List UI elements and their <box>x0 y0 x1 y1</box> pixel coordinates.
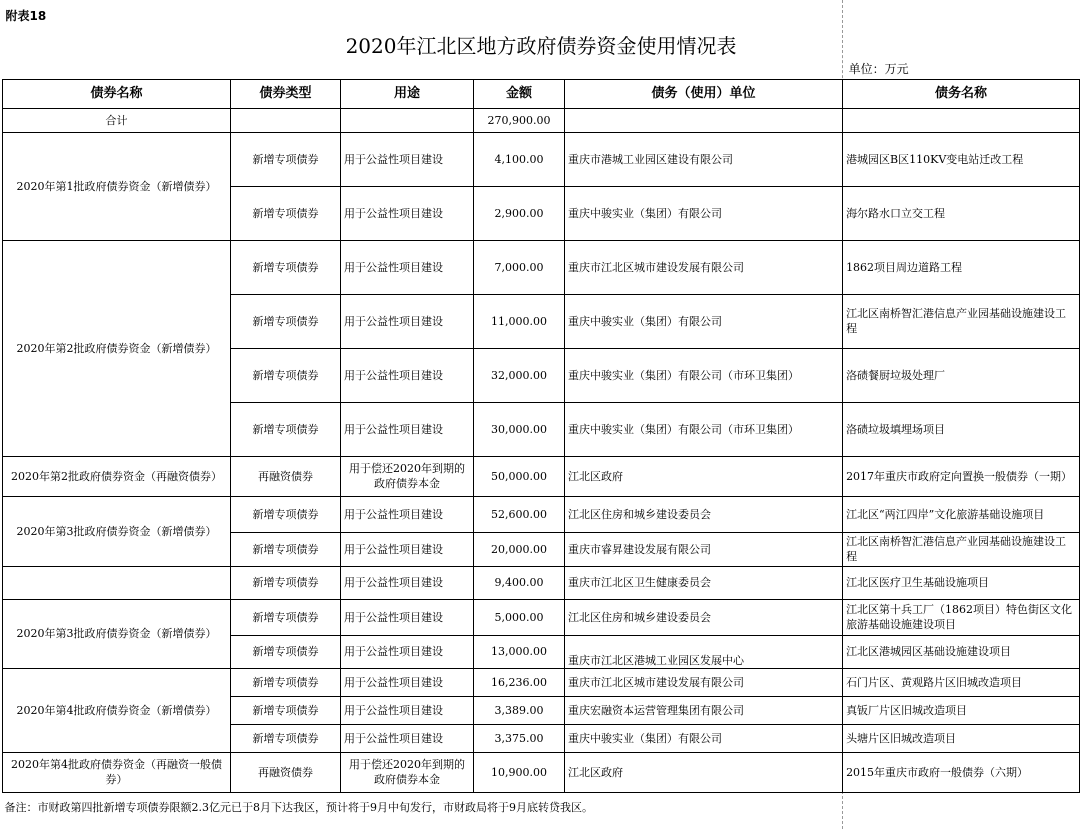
table-row: 2020年第3批政府债券资金（新增债券） 新增专项债券 用于公益性项目建设 5,000.00 江北区住房和城乡建设委员会 江北区第十兵工厂（1862项目）特色街区文化旅游基础设施建设项目 <box>3 599 1080 635</box>
bond-usage-table <box>2 2 1080 822</box>
col-header-bond-type: 债券类型 <box>231 79 341 108</box>
group-bond-name: 2020年第3批政府债券资金（新增债券） <box>3 496 231 566</box>
group-bond-name: 2020年第2批政府债券资金（再融资债券） <box>3 456 231 496</box>
total-row <box>3 108 1080 132</box>
table-row: 新增专项债券 用于公益性项目建设 30,000.00 重庆中骏实业（集团）有限公司（市环卫集团） 洛碛垃圾填埋场项目 <box>3 402 1080 456</box>
col-header-use: 用途 <box>341 79 474 108</box>
table-row: 2020年第2批政府债券资金（再融资债券） 再融资债券 用于偿还2020年到期的政府债券本金 50,000.00 江北区政府 2017年重庆市政府定向置换一般债券（一期） <box>3 456 1080 496</box>
table-row: 新增专项债券 用于公益性项目建设 11,000.00 重庆中骏实业（集团）有限公司 江北区南桥智汇港信息产业园基础设施建设工程 <box>3 294 1080 348</box>
table-row: 新增专项债券 用于公益性项目建设 13,000.00 重庆市江北区港城工业园区发展中心 江北区港城园区基础设施建设项目 <box>3 635 1080 668</box>
col-header-bond-name: 债券名称 <box>3 79 231 108</box>
table-row: 2020年第2批政府债券资金（新增债券） 新增专项债券 用于公益性项目建设 7,000.00 重庆市江北区城市建设发展有限公司 1862项目周边道路工程 <box>3 240 1080 294</box>
table-row: 新增专项债券 用于公益性项目建设 32,000.00 重庆中骏实业（集团）有限公司（市环卫集团） 洛碛餐厨垃圾处理厂 <box>3 348 1080 402</box>
table-row: 2020年第4批政府债券资金（再融资一般债券） 再融资债券 用于偿还2020年到期的政府债券本金 10,900.00 江北区政府 2015年重庆市政府一般债券（六期） <box>3 752 1080 792</box>
col-header-amount: 金额 <box>474 79 565 108</box>
table-row: 新增专项债券 用于公益性项目建设 20,000.00 重庆市睿昇建设发展有限公司 江北区南桥智汇港信息产业园基础设施建设工程 <box>3 532 1080 566</box>
group-bond-name: 2020年第3批政府债券资金（新增债券） <box>3 599 231 668</box>
table-row: 新增专项债券 用于公益性项目建设 9,400.00 重庆市江北区卫生健康委员会 江北区医疗卫生基础设施项目 <box>3 566 1080 599</box>
table-row: 2020年第4批政府债券资金（新增债券） 新增专项债券 用于公益性项目建设 16,236.00 重庆市江北区城市建设发展有限公司 石门片区、黄观路片区旧城改造项目 <box>3 668 1080 696</box>
group-bond-name: 2020年第2批政府债券资金（新增债券） <box>3 240 231 456</box>
page-title: 2020年江北区地方政府债券资金使用情况表 <box>345 33 737 58</box>
total-amount: 270,900.00 <box>474 108 565 132</box>
table-row: 2020年第1批政府债券资金（新增债券） 新增专项债券 用于公益性项目建设 4,100.00 重庆市港城工业园区建设有限公司 港城园区B区110KV变电站迁改工程 <box>3 132 1080 186</box>
group-bond-name: 2020年第4批政府债券资金（再融资一般债券） <box>3 752 231 792</box>
group-bond-name <box>3 566 231 599</box>
total-label: 合计 <box>3 108 231 132</box>
group-bond-name: 2020年第1批政府债券资金（新增债券） <box>3 132 231 240</box>
footnote: 备注：市财政第四批新增专项债券限额2.3亿元已于8月下达我区，预计将于9月中旬发行，市财政局将于9月底转贷我区。 <box>4 800 593 814</box>
attachment-label: 附表18 <box>5 9 47 23</box>
table-row: 新增专项债券 用于公益性项目建设 3,389.00 重庆宏融资本运营管理集团有限公司 真钣厂片区旧城改造项目 <box>3 696 1080 724</box>
table-row: 新增专项债券 用于公益性项目建设 2,900.00 重庆中骏实业（集团）有限公司 海尔路水口立交工程 <box>3 186 1080 240</box>
group-bond-name: 2020年第4批政府债券资金（新增债券） <box>3 668 231 752</box>
col-header-debt-name: 债务名称 <box>843 79 1080 108</box>
table-row: 2020年第3批政府债券资金（新增债券） 新增专项债券 用于公益性项目建设 52,600.00 江北区住房和城乡建设委员会 江北区“两江四岸”文化旅游基础设施项目 <box>3 496 1080 532</box>
col-header-debtor-unit: 债务（使用）单位 <box>565 79 843 108</box>
unit-label: 单位：万元 <box>848 62 909 77</box>
table-row: 新增专项债券 用于公益性项目建设 3,375.00 重庆中骏实业（集团）有限公司 头塘片区旧城改造项目 <box>3 724 1080 752</box>
table-header-row <box>3 79 1080 108</box>
